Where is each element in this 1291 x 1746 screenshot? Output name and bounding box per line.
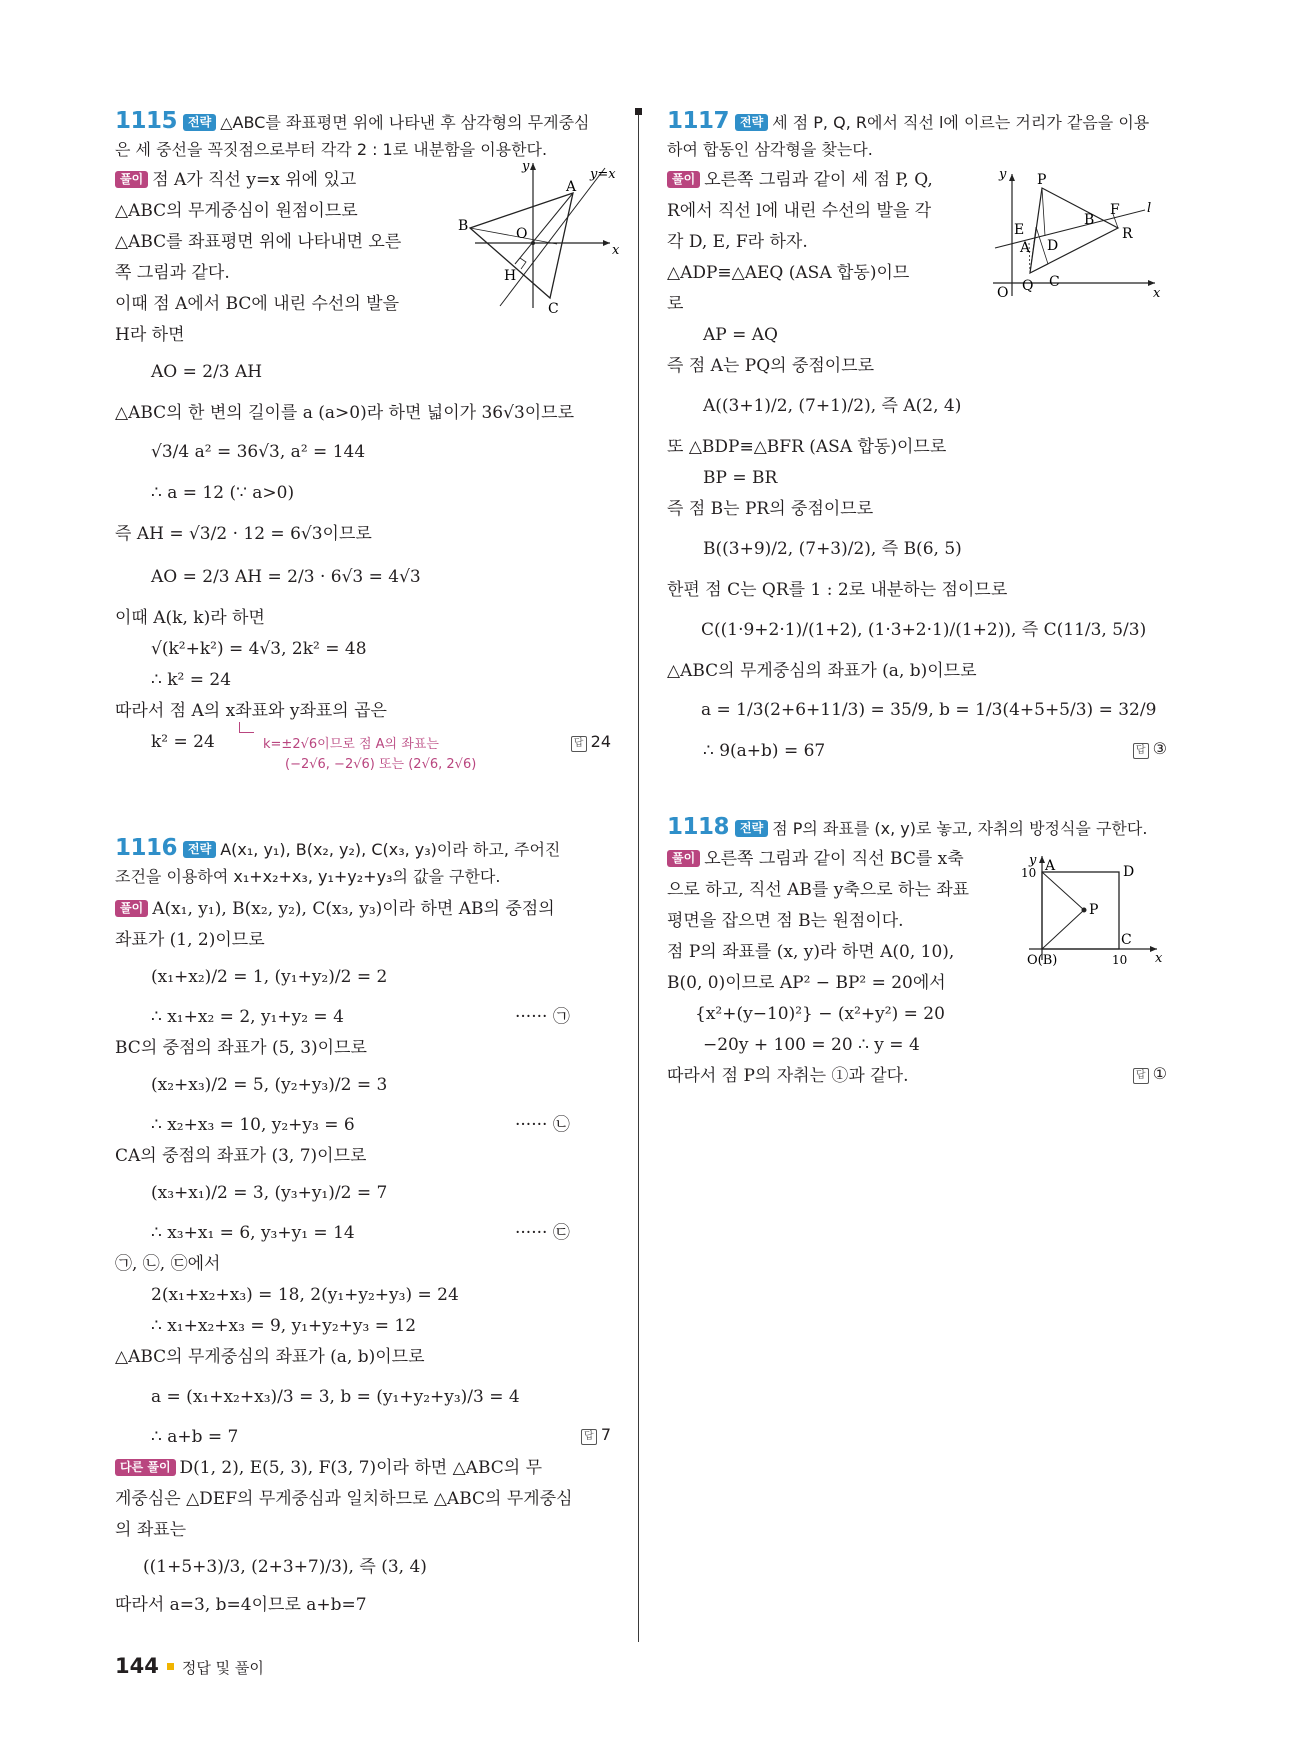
- solution-line: k² = 24: [151, 732, 215, 752]
- solution-line: R에서 직선 l에 내린 수선의 발을 각: [667, 201, 932, 221]
- footer-label: 정답 및 풀이: [181, 1659, 264, 1677]
- answer-icon: 답: [1133, 1068, 1149, 1084]
- solution-tag: 풀이: [667, 850, 700, 867]
- solution-line: 2(x₁+x₂+x₃) = 18, 2(y₁+y₂+y₃) = 24: [151, 1285, 459, 1305]
- svg-text:x: x: [612, 243, 620, 258]
- svg-text:H: H: [504, 268, 517, 284]
- solution-line: A(x₁, y₁), B(x₂, y₂), C(x₃, y₃)이라 하면 AB의 중점의: [152, 899, 555, 919]
- solution-line: 이때 점 A에서 BC에 내린 수선의 발을: [115, 294, 400, 314]
- answer-1115: [571, 732, 611, 752]
- alternative-solution-tag: 다른 풀이: [115, 1459, 176, 1476]
- solution-line: △ABC의 무게중심의 좌표가 (a, b)이므로: [667, 661, 977, 681]
- solution-line: 각 D, E, F라 하자.: [667, 232, 808, 252]
- answer-value: ①: [1152, 1064, 1167, 1083]
- strategy-1118: [667, 814, 1167, 842]
- answer-value: ③: [1152, 739, 1167, 758]
- answer-1116: [581, 1425, 611, 1445]
- solution-line: a = (x₁+x₂+x₃)/3 = 3, b = (y₁+y₂+y₃)/3 = 4: [151, 1387, 520, 1407]
- svg-text:l: l: [1147, 201, 1152, 216]
- solution-line: 게중심은 △DEF의 무게중심과 일치하므로 △ABC의 무게중심: [115, 1489, 573, 1509]
- svg-text:10: 10: [1021, 866, 1037, 880]
- figure-1115-triangle: [458, 158, 620, 317]
- solution-line: A((3+1)/2, (7+1)/2), 즉 A(2, 4): [703, 396, 962, 416]
- solution-line: ∴ a+b = 7: [151, 1427, 239, 1447]
- solution-line: (x₃+x₁)/2 = 3, (y₃+y₁)/2 = 7: [151, 1183, 388, 1203]
- svg-text:y: y: [522, 159, 530, 174]
- solution-line: AP = AQ: [703, 325, 778, 345]
- footer-marker: [167, 1663, 174, 1670]
- solution-line: 또 △BDP≡△BFR (ASA 합동)이므로: [667, 437, 947, 457]
- solution-line: CA의 중점의 좌표가 (3, 7)이므로: [115, 1146, 367, 1166]
- solution-line: ∴ x₁+x₂+x₃ = 9, y₁+y₂+y₃ = 12: [151, 1316, 417, 1336]
- svg-text:O: O: [997, 285, 1009, 301]
- answer-1118: [1133, 1064, 1167, 1084]
- solution-line: 한편 점 C는 QR를 1 : 2로 내분하는 점이므로: [667, 580, 1008, 600]
- solution-line: 따라서 점 P의 자취는 ①과 같다.: [667, 1066, 909, 1086]
- solution-line: ∴ x₂+x₃ = 10, y₂+y₃ = 6: [151, 1115, 355, 1135]
- svg-text:A: A: [1020, 240, 1031, 256]
- answer-icon: 답: [1133, 743, 1149, 759]
- solution-line: BC의 중점의 좌표가 (5, 3)이므로: [115, 1038, 367, 1058]
- solution-line: 따라서 a=3, b=4이므로 a+b=7: [115, 1595, 367, 1615]
- side-note-2: (−2√6, −2√6) 또는 (2√6, 2√6): [285, 757, 477, 772]
- svg-text:D: D: [1047, 238, 1059, 254]
- solution-line: 따라서 점 A의 x좌표와 y좌표의 곱은: [115, 701, 387, 721]
- solution-line: (x₁+x₂)/2 = 1, (y₁+y₂)/2 = 2: [151, 967, 388, 987]
- solution-line: 즉 점 A는 PQ의 중점이므로: [667, 356, 875, 376]
- solution-line: −20y + 100 = 20 ∴ y = 4: [703, 1035, 920, 1055]
- strategy-1117: [667, 108, 1167, 163]
- svg-text:B: B: [458, 218, 469, 234]
- problem-1115: [115, 108, 620, 772]
- solution-line: 즉 AH = √3/2 · 12 = 6√3이므로: [115, 524, 372, 544]
- svg-text:F: F: [1110, 202, 1120, 218]
- solution-line: ∴ k² = 24: [151, 670, 232, 690]
- solution-line: (x₂+x₃)/2 = 5, (y₂+y₃)/2 = 3: [151, 1075, 388, 1095]
- answer-icon: 답: [571, 736, 587, 752]
- svg-text:Q: Q: [1022, 278, 1034, 294]
- page-footer: [115, 1654, 264, 1678]
- solution-line: ∴ 9(a+b) = 67: [703, 741, 826, 761]
- solution-line: BP = BR: [703, 468, 778, 488]
- svg-text:x: x: [1153, 286, 1161, 301]
- solution-line: 이때 A(k, k)라 하면: [115, 608, 265, 628]
- solution-line: 즉 점 B는 PR의 중점이므로: [667, 499, 874, 519]
- svg-text:y: y: [999, 167, 1007, 182]
- solution-line: 좌표가 (1, 2)이므로: [115, 930, 265, 950]
- answer-1117: [1133, 739, 1167, 759]
- svg-text:B: B: [1084, 212, 1095, 228]
- strategy-tag: 전략: [183, 841, 216, 858]
- svg-text:P: P: [1037, 172, 1047, 188]
- figure-1118-square: [1017, 852, 1167, 972]
- figure-1117-triangle: [985, 166, 1167, 301]
- svg-text:A: A: [1045, 858, 1056, 874]
- svg-text:C: C: [548, 301, 559, 317]
- solution-line: 평면을 잡으면 점 B는 원점이다.: [667, 911, 904, 931]
- strategy-text: 세 점 P, Q, R에서 직선 l에 이르는 거리가 같음을 이용: [772, 113, 1150, 132]
- note-connector: [239, 722, 254, 733]
- strategy-1116: [115, 835, 611, 890]
- strategy-tag: 전략: [183, 114, 216, 131]
- svg-text:C: C: [1121, 932, 1132, 948]
- solution-line: AO = 2/3 AH = 2/3 · 6√3 = 4√3: [151, 567, 421, 587]
- equation-marker: ······ ㉢: [515, 1223, 570, 1243]
- strategy-1115: [115, 108, 611, 163]
- solution-line: ∴ x₃+x₁ = 6, y₃+y₁ = 14: [151, 1223, 355, 1243]
- answer-icon: 답: [581, 1429, 597, 1445]
- svg-text:A: A: [566, 179, 577, 195]
- solution-line: ((1+5+3)/3, (2+3+7)/3), 즉 (3, 4): [143, 1557, 427, 1577]
- svg-text:R: R: [1122, 226, 1133, 242]
- solution-line: △ABC의 무게중심의 좌표가 (a, b)이므로: [115, 1347, 425, 1367]
- solution-line: √(k²+k²) = 4√3, 2k² = 48: [151, 639, 367, 659]
- solution-line: △ABC의 무게중심이 원점이므로: [115, 201, 358, 221]
- svg-text:10: 10: [1112, 953, 1128, 967]
- svg-text:y: y: [1029, 853, 1037, 868]
- svg-text:x: x: [1155, 951, 1163, 966]
- solution-line: ∴ a = 12 (∵ a>0): [151, 483, 295, 503]
- svg-text:O(B): O(B): [1027, 953, 1058, 968]
- solution-tag: 풀이: [115, 900, 148, 917]
- solution-line: a = 1/3(2+6+11/3) = 35/9, b = 1/3(4+5+5/3) = 32/9: [701, 700, 1157, 720]
- solution-line: 오른쪽 그림과 같이 직선 BC를 x축: [704, 849, 964, 869]
- svg-text:O: O: [516, 226, 528, 242]
- solution-line: △ADP≡△AEQ (ASA 합동)이므: [667, 263, 910, 283]
- strategy-tag: 전략: [735, 114, 768, 131]
- divider-marker: [635, 108, 642, 115]
- column-divider: [638, 108, 639, 1642]
- equation-marker: ······ ㉡: [515, 1115, 570, 1135]
- solution-line: 점 A가 직선 y=x 위에 있고: [152, 170, 357, 190]
- strategy-text: A(x₁, y₁), B(x₂, y₂), C(x₃, y₃)이라 하고, 주어진: [220, 840, 561, 859]
- problem-number: 1115: [115, 108, 178, 134]
- answer-value: 24: [590, 732, 611, 751]
- solution-line: △ABC를 좌표평면 위에 나타내면 오른: [115, 232, 402, 252]
- svg-text:P: P: [1089, 902, 1099, 918]
- svg-text:C: C: [1049, 274, 1060, 290]
- strategy-text-2: 조건을 이용하여 x₁+x₂+x₃, y₁+y₂+y₃의 값을 구한다.: [115, 867, 501, 886]
- solution-line: C((1·9+2·1)/(1+2), (1·3+2·1)/(1+2)), 즉 C(11/3, 5/3): [701, 620, 1147, 640]
- solution-line: √3/4 a² = 36√3, a² = 144: [151, 442, 366, 462]
- solution-line: D(1, 2), E(5, 3), F(3, 7)이라 하면 △ABC의 무: [179, 1458, 543, 1478]
- problem-1118: [667, 814, 1167, 1086]
- equation-marker: ······ ㉠: [515, 1007, 570, 1027]
- line-label: y=x: [590, 167, 616, 182]
- solution-tag: 풀이: [115, 171, 148, 188]
- problem-1116: [115, 835, 611, 1615]
- solution-line: B((3+9)/2, (7+3)/2), 즉 B(6, 5): [703, 539, 962, 559]
- solution-line: 의 좌표는: [115, 1520, 187, 1540]
- solution-line: 오른쪽 그림과 같이 세 점 P, Q,: [704, 170, 933, 190]
- solution-line: 으로 하고, 직선 AB를 y축으로 하는 좌표: [667, 880, 970, 900]
- solution-line: H라 하면: [115, 325, 185, 345]
- svg-text:D: D: [1123, 864, 1135, 880]
- solution-line: 쪽 그림과 같다.: [115, 263, 230, 283]
- strategy-tag: 전략: [735, 820, 768, 837]
- problem-number: 1116: [115, 835, 178, 861]
- page-number: 144: [115, 1654, 159, 1678]
- answer-value: 7: [600, 1425, 611, 1444]
- solution-line: B(0, 0)이므로 AP² − BP² = 20에서: [667, 973, 946, 993]
- solution-line: {x²+(y−10)²} − (x²+y²) = 20: [695, 1004, 945, 1024]
- strategy-text-2: 은 세 중선을 꼭짓점으로부터 각각 2 : 1로 내분함을 이용한다.: [115, 140, 548, 159]
- problem-number: 1118: [667, 814, 730, 840]
- problem-1117: [667, 108, 1167, 761]
- side-note: k=±2√6이므로 점 A의 좌표는: [263, 737, 439, 752]
- svg-text:E: E: [1014, 222, 1025, 238]
- solution-line: AO = 2/3 AH: [151, 362, 263, 382]
- strategy-text: △ABC를 좌표평면 위에 나타낸 후 삼각형의 무게중심: [220, 113, 590, 132]
- solution-line: 로: [667, 294, 684, 314]
- solution-tag: 풀이: [667, 171, 700, 188]
- solution-line: 점 P의 좌표를 (x, y)라 하면 A(0, 10),: [667, 942, 955, 962]
- solution-line: ∴ x₁+x₂ = 2, y₁+y₂ = 4: [151, 1007, 344, 1027]
- strategy-text: 점 P의 좌표를 (x, y)로 놓고, 자취의 방정식을 구한다.: [772, 819, 1148, 838]
- solution-line: △ABC의 한 변의 길이를 a (a>0)라 하면 넓이가 36√3이므로: [115, 403, 575, 423]
- solution-line: ㉠, ㉡, ㉢에서: [115, 1254, 221, 1274]
- problem-number: 1117: [667, 108, 730, 134]
- strategy-text-2: 하여 합동인 삼각형을 찾는다.: [667, 140, 873, 159]
